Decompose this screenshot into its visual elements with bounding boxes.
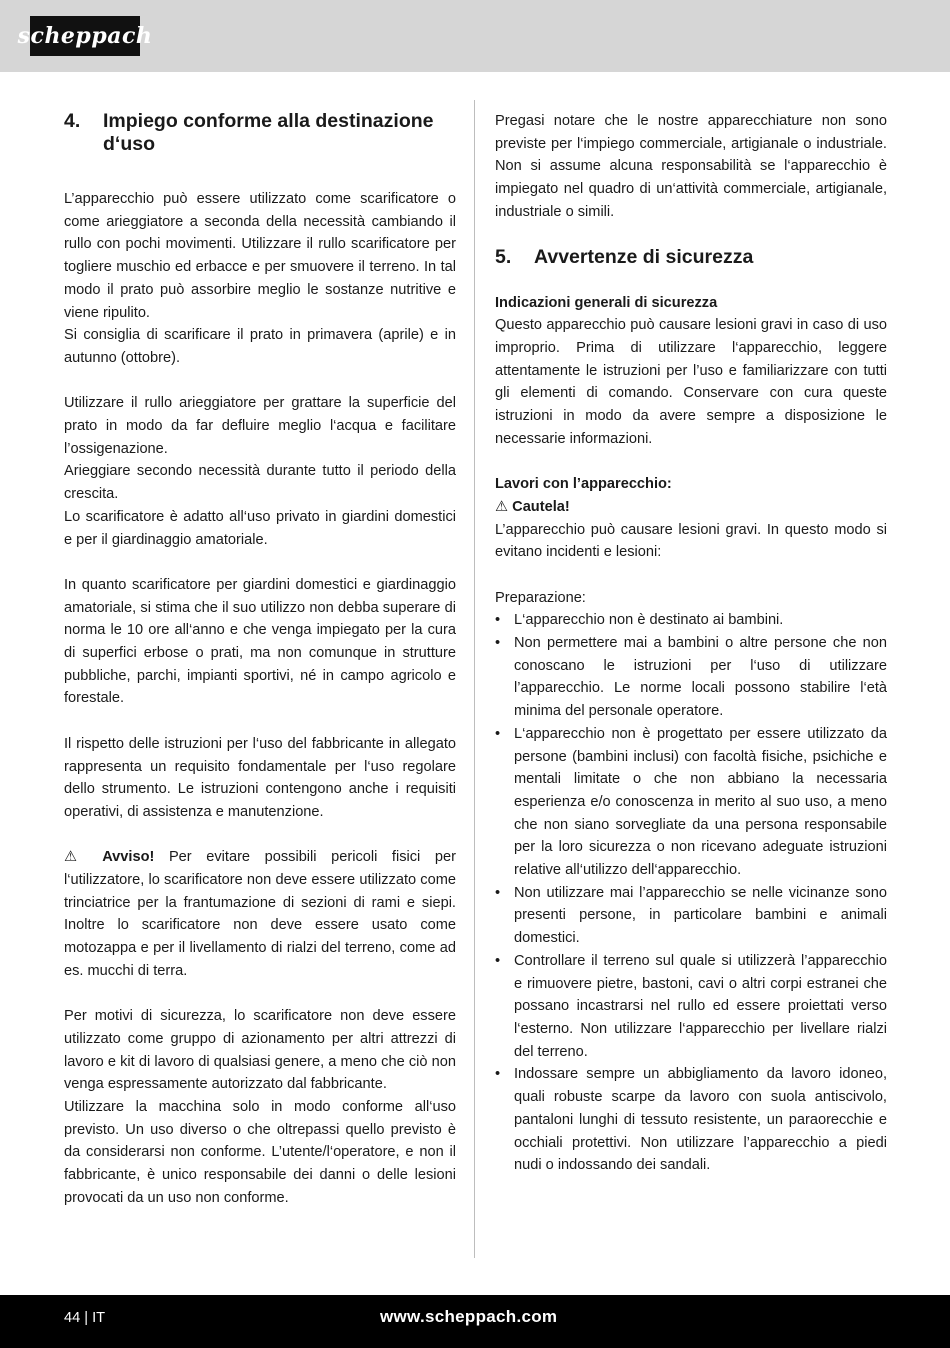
bullet-dot: • <box>495 612 501 629</box>
warning-triangle-icon: ⚠ <box>64 849 88 866</box>
subheading: Lavori con l’apparecchio: <box>495 476 672 493</box>
paragraph: Si consiglia di scarificare il prato in primavera (aprile) e in autunno (ottobre). <box>64 327 456 366</box>
section-title: Impiego conforme alla destinazione d‘uso <box>103 110 434 155</box>
list-item: • Non utilizzare mai l’apparecchio se nelle vicinanze sono presenti persone, in particolare bambini e animali domestici. <box>495 882 887 950</box>
bullet-dot: • <box>495 1066 501 1083</box>
right-column <box>495 110 887 1177</box>
bullet-dot: • <box>495 635 501 652</box>
preparation-label: Preparazione: <box>495 589 586 606</box>
caution-label: Cautela! <box>512 498 570 515</box>
section-title: Avvertenze di sicurezza <box>534 245 754 268</box>
column-divider <box>474 100 475 1258</box>
warning-label: Avviso! <box>102 849 155 866</box>
caution-line <box>495 496 887 519</box>
paragraph: Arieggiare secondo necessità durante tutto il periodo della crescita. <box>64 463 456 503</box>
paragraph: Utilizzare il rullo arieggiatore per grattare la superficie del prato in modo da far defluire meglio l‘acqua e facilitare l’ossigenazione. <box>64 395 456 457</box>
paragraph: Questo apparecchio può causare lesioni gravi in caso di uso improprio. Prima di utilizzare l‘apparecchio, leggere attentamente le istruzioni per l’uso e familiarizzare con tutti gli elementi di comando. Conservare con cura queste istruzioni in modo da avere sempre a disposizione le necessarie informazioni. <box>495 317 887 447</box>
left-column <box>64 110 456 1210</box>
list-item: • Non permettere mai a bambini o altre persone che non conoscano le istruzioni per l‘uso di utilizzare l’apparecchio. Le norme locali possono stabilire l‘età minima del personale operatore. <box>495 632 887 723</box>
website-link[interactable]: www.scheppach.com <box>380 1307 558 1326</box>
bullet-dot: • <box>495 884 501 901</box>
paragraph: L’apparecchio può essere utilizzato come scarificatore o come arieggiatore a seconda della necessità cambiando il rullo con pochi movimenti. Utilizzare il rullo scarificatore per togliere muschio ed erbacce e per smuovere il terreno. In tal modo il prato può assorbire meglio le sostanze nutritive e viene ripulito. <box>64 191 456 321</box>
section-number: 5. <box>495 245 512 268</box>
warning-text: Per evitare possibili pericoli fisici per l‘utilizzatore, lo scarificatore non deve essere utilizzato come trinciatrice per la frantumazione di sezioni di rami e siepi. Inoltre lo scarificatore non deve essere usato come motozappa e per il livellamento di rialzi del terreno, come ad es. mucchi di terra. <box>64 849 456 979</box>
paragraph: L’apparecchio può causare lesioni gravi. In questo modo si evitano incidenti e lesioni: <box>495 521 887 561</box>
safety-bullet-list <box>495 609 887 1177</box>
brand-logo: scheppach <box>30 16 140 56</box>
paragraph: Il rispetto delle istruzioni per l‘uso del fabbricante in allegato rappresenta un requisito fondamentale per l‘uso regolare dello strumento. Le istruzioni contengono anche i requisiti operativi, di assistenza e manutenzione. <box>64 735 456 820</box>
bullet-dot: • <box>495 725 501 742</box>
list-item: • L‘apparecchio non è destinato ai bambini. <box>495 609 887 632</box>
warning-triangle-icon: ⚠ <box>495 498 509 515</box>
warning-paragraph <box>64 846 456 982</box>
list-item: • L‘apparecchio non è progettato per essere utilizzato da persone (bambini inclusi) con facoltà fisiche, psichiche e mentali limitate o che non abbiano la necessaria esperienza e/o conoscenza in merito al suo uso, a meno che non siano sorvegliate da una persona responsabile per la loro sicurezza o non ricevano adeguate istruzioni relative all‘utilizzo dell‘apparecchio. <box>495 723 887 882</box>
list-item: • Indossare sempre un abbigliamento da lavoro idoneo, quali robuste scarpe da lavoro con suola antiscivolo, pantaloni lunghi di tessuto resistente, un paraorecchie e occhiali protettivi. Non utilizzare l’apparecchio a piedi nudi o indossando dei sandali. <box>495 1063 887 1177</box>
bullet-dot: • <box>495 952 501 969</box>
section-number: 4. <box>64 110 81 132</box>
paragraph: Per motivi di sicurezza, lo scarificatore non deve essere utilizzato come gruppo di azionamento per altri attrezzi di lavoro e kit di lavoro di qualsiasi genere, a meno che ciò non venga espressamente autorizzato dal fabbricante. <box>64 1008 456 1093</box>
subheading: Indicazioni generali di sicurezza <box>495 294 718 311</box>
list-item: • Controllare il terreno sul quale si utilizzerà l’apparecchio e rimuovere pietre, bastoni, cavi o altri corpi estranei che possano incastrarsi nel rullo ed essere proiettati verso l‘esterno. Non utilizzare l‘apparecchio per livellare rialzi del terreno. <box>495 950 887 1064</box>
page-footer <box>0 1295 950 1348</box>
section-heading-5 <box>495 246 887 269</box>
paragraph: In quanto scarificatore per giardini domestici e giardinaggio amatoriale, si stima che il suo utilizzo non debba superare di norma le 10 ore all‘anno e che venga impiegato per la cura di superfici erbose o prati, ma non comunque in strutture pubbliche, parchi, impianti sportivi, né in campo agricolo e forestale. <box>64 576 456 707</box>
section-heading-4 <box>64 110 456 156</box>
page-header <box>0 0 950 72</box>
paragraph: Pregasi notare che le nostre apparecchiature non sono previste per l‘impiego commerciale, artigianale o industriale. Non si assume alcuna responsabilità se l‘apparecchio è impiegato nel quadro di un‘attività commerciale, artigianale, industriale o simili. <box>495 113 887 220</box>
paragraph: Lo scarificatore è adatto all‘uso privato in giardini domestici e per il giardinaggio amatoriale. <box>64 508 456 548</box>
page-number: 44 | IT <box>64 1310 106 1326</box>
paragraph: Utilizzare la macchina solo in modo conforme all‘uso previsto. Un uso diverso o che oltrepassi quello previsto è da considerarsi non conforme. L’utente/l‘operatore, e non il fabbricante, è unico responsabile dei danni o delle lesioni provocati da un uso non conforme. <box>64 1099 456 1206</box>
